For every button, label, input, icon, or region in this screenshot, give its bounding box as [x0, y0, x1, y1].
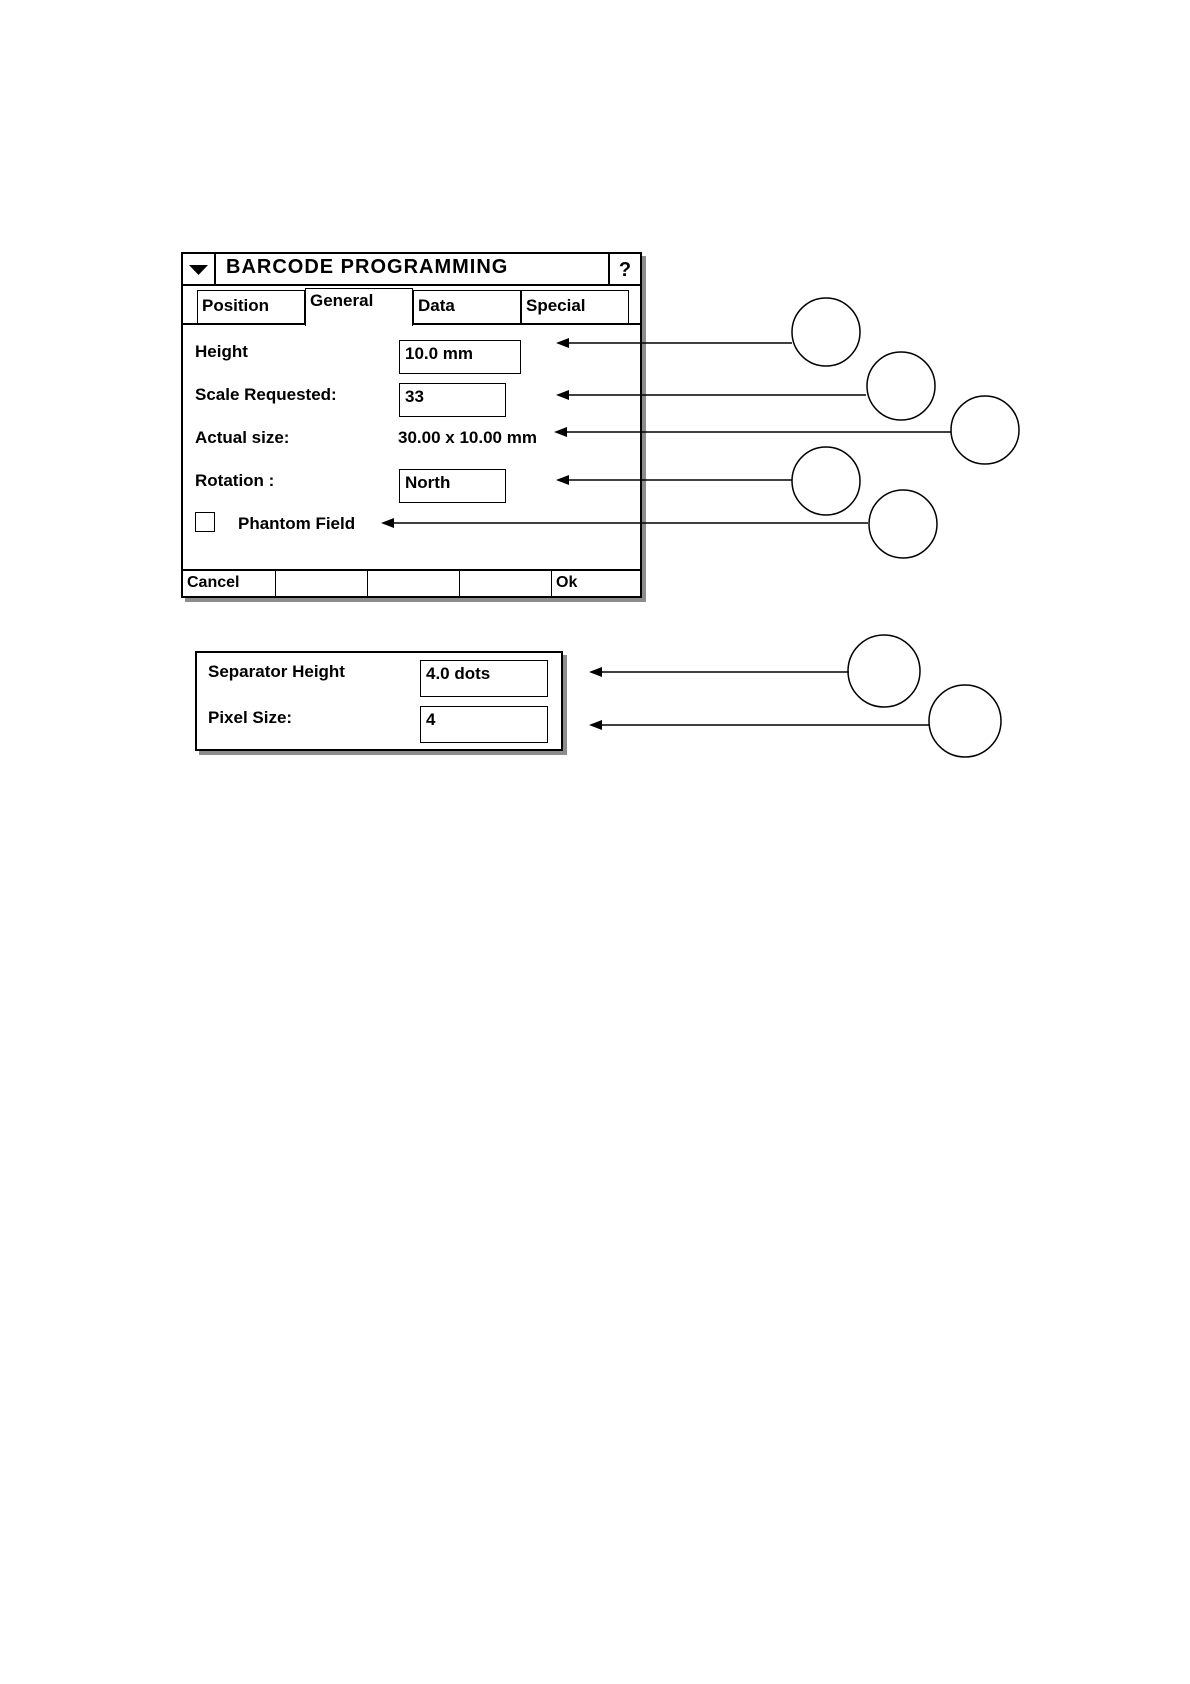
phantom-field-label: Phantom Field [238, 514, 356, 533]
height-input[interactable]: 10.0 mm [399, 340, 521, 374]
callout-circle-5 [869, 490, 937, 558]
actual-size-value: 30.00 x 10.00 mm [398, 428, 537, 447]
callout-circle-4 [792, 447, 860, 515]
tab-data[interactable]: Data [413, 290, 521, 324]
callout-circle-7 [929, 685, 1001, 757]
arrowhead-7 [589, 720, 602, 730]
callout-circle-6 [848, 635, 920, 707]
scale-requested-input[interactable]: 33 [399, 383, 506, 417]
arrowhead-3 [554, 427, 567, 437]
rotation-select[interactable]: North [399, 469, 506, 503]
arrowhead-2 [556, 390, 569, 400]
scale-requested-label: Scale Requested: [195, 385, 337, 404]
arrowhead-1 [556, 338, 569, 348]
separator-height-input[interactable]: 4.0 dots [420, 660, 548, 697]
arrowhead-5 [381, 518, 394, 528]
arrowhead-4 [556, 475, 569, 485]
callout-circle-1 [792, 298, 860, 366]
height-label: Height [195, 342, 248, 361]
tab-position[interactable]: Position [197, 290, 305, 324]
tab-general[interactable]: General [305, 288, 413, 326]
pixel-size-input[interactable]: 4 [420, 706, 548, 743]
separator-height-label: Separator Height [208, 662, 345, 681]
arrowhead-6 [589, 667, 602, 677]
tab-special[interactable]: Special [521, 290, 629, 324]
callout-circle-3 [951, 396, 1019, 464]
help-button[interactable]: ? [608, 254, 640, 284]
cancel-button[interactable]: Cancel [183, 571, 276, 596]
ok-button[interactable]: Ok [556, 574, 578, 591]
rotation-label: Rotation : [195, 471, 275, 490]
callout-circle-2 [867, 352, 935, 420]
actual-size-label: Actual size: [195, 428, 290, 447]
pixel-size-label: Pixel Size: [208, 708, 293, 727]
dialog-title: BARCODE PROGRAMMING [226, 256, 509, 278]
